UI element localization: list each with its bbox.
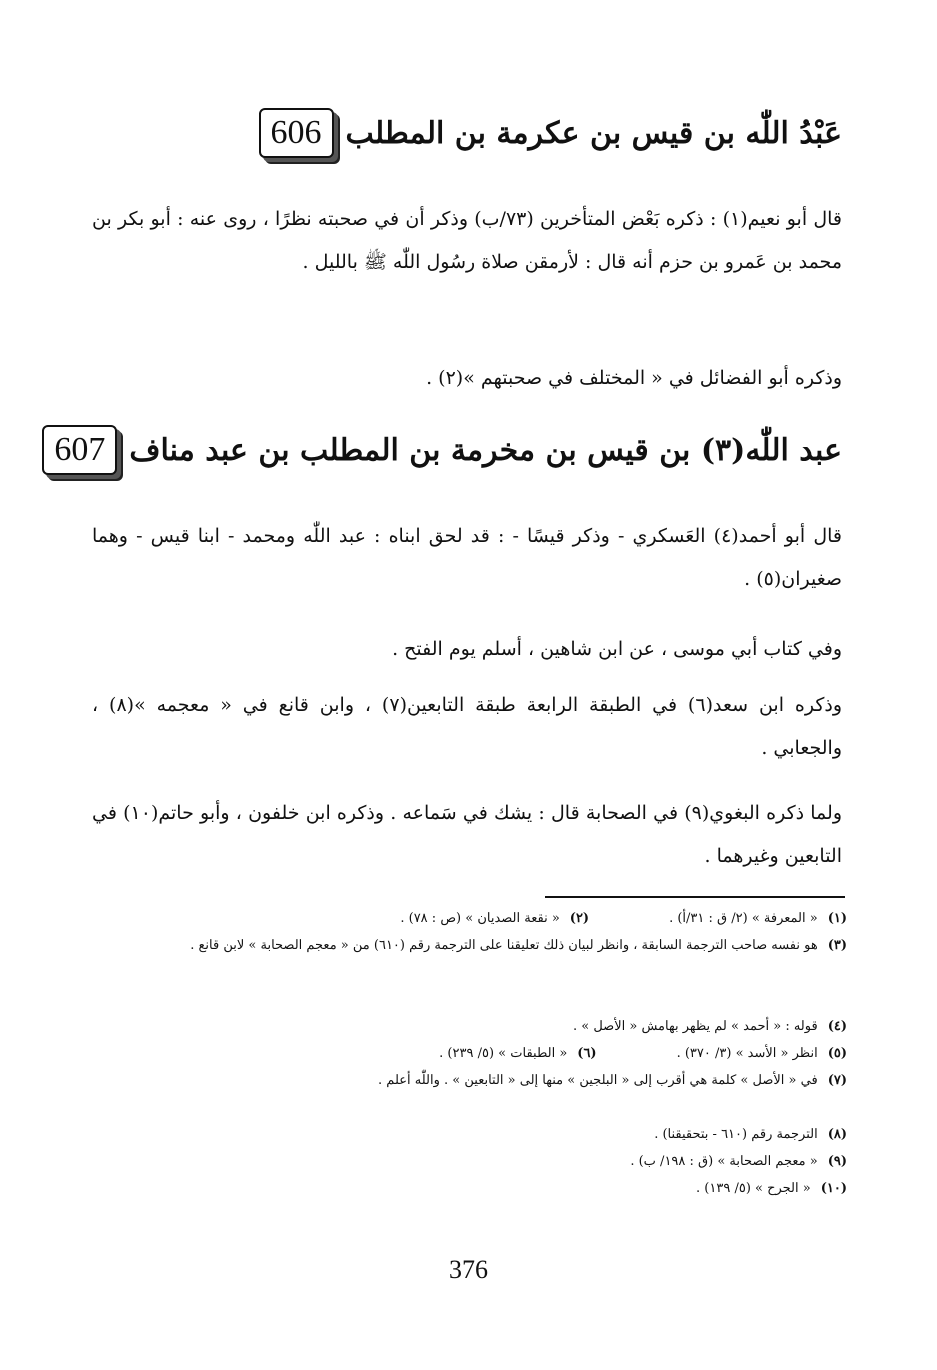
entry-606-heading: [259, 108, 843, 158]
page-number: 376: [449, 1255, 488, 1284]
footnote-5-6: (٥)انظر « الأسد » (٣/ ٣٧٠) .(٦)« الطبقات » (٥/ ٢٣٩) .: [439, 1046, 847, 1061]
paragraph-al-baghawi: ولما ذكره البغوي(٩) في الصحابة قال : يشك في سَماعه . وذكره ابن خلفون ، وأبو حاتم(١٠) في التابعين وغيرهما .: [92, 802, 843, 867]
footnote-7: (٧)في « الأصل » كلمة هي أقرب إلى « البلجين » منها إلى « التابعين » . واللّٰه أعلم .: [378, 1073, 847, 1088]
entry-607-heading: [42, 425, 842, 475]
paragraph-abu-nuaym: قال أبو نعيم(١) : ذكره بَعْض المتأخرين (٧٣/ب) وذكر أن في صحبته نظرًا ، روى عنه : أبو بكر بن محمد بن عَمرو بن حزم أنه قال : لأرمقن صلاة رسُول اللّٰه ﷺ بالليل .: [92, 208, 843, 273]
entry-number-box: 606: [259, 108, 334, 158]
entry-title: عبد اللّٰه(٣) بن قيس بن مخرمة بن المطلب بن عبد مناف: [129, 432, 842, 468]
footnote-divider: [545, 896, 845, 898]
entry-number-box: 607: [42, 425, 117, 475]
footnote-9: (٩)« معجم الصحابة » (ق : ١٩٨/ ب) .: [630, 1154, 847, 1169]
footnote-3: (٣)هو نفسه صاحب الترجمة السابقة ، وانظر لبيان ذلك تعليقنا على الترجمة رقم (٦١٠) من « معجم الصحابة » لابن قانع .: [190, 938, 847, 953]
paragraph-ibn-sad: وذكره ابن سعد(٦) في الطبقة الرابعة طبقة التابعين(٧) ، وابن قانع في « معجمه »(٨) ، والجعابي .: [92, 694, 842, 759]
footnote-4: (٤)قوله : « أحمد » لم يظهر بهامش « الأصل » .: [572, 1019, 847, 1034]
footnote-8: (٨)الترجمة رقم (٦١٠ - بتحقيقنا) .: [654, 1127, 847, 1142]
footnote-1-2: (١)« المعرفة » (٢/ ق : ٣١/أ) .(٢)« نقعة الصديان » (ص : ٧٨) .: [400, 911, 847, 926]
paragraph-abu-ahmad: قال أبو أحمد(٤) العَسكري - وذكر قيسًا - : قد لحق ابناه : عبد اللّٰه ومحمد - ابنا قيس - وهما صغيران(٥) .: [92, 525, 842, 590]
footnote-10: (١٠)« الجرح » (٥/ ١٣٩) .: [696, 1181, 847, 1196]
entry-title: عَبْدُ اللّٰه بن قيس بن عكرمة بن المطلب: [345, 115, 842, 151]
paragraph-abu-al-fadail: وذكره أبو الفضائل في « المختلف في صحبتهم »(٢) .: [426, 367, 842, 389]
paragraph-abu-musa: وفي كتاب أبي موسى ، عن ابن شاهين ، أسلم يوم الفتح .: [392, 638, 842, 660]
